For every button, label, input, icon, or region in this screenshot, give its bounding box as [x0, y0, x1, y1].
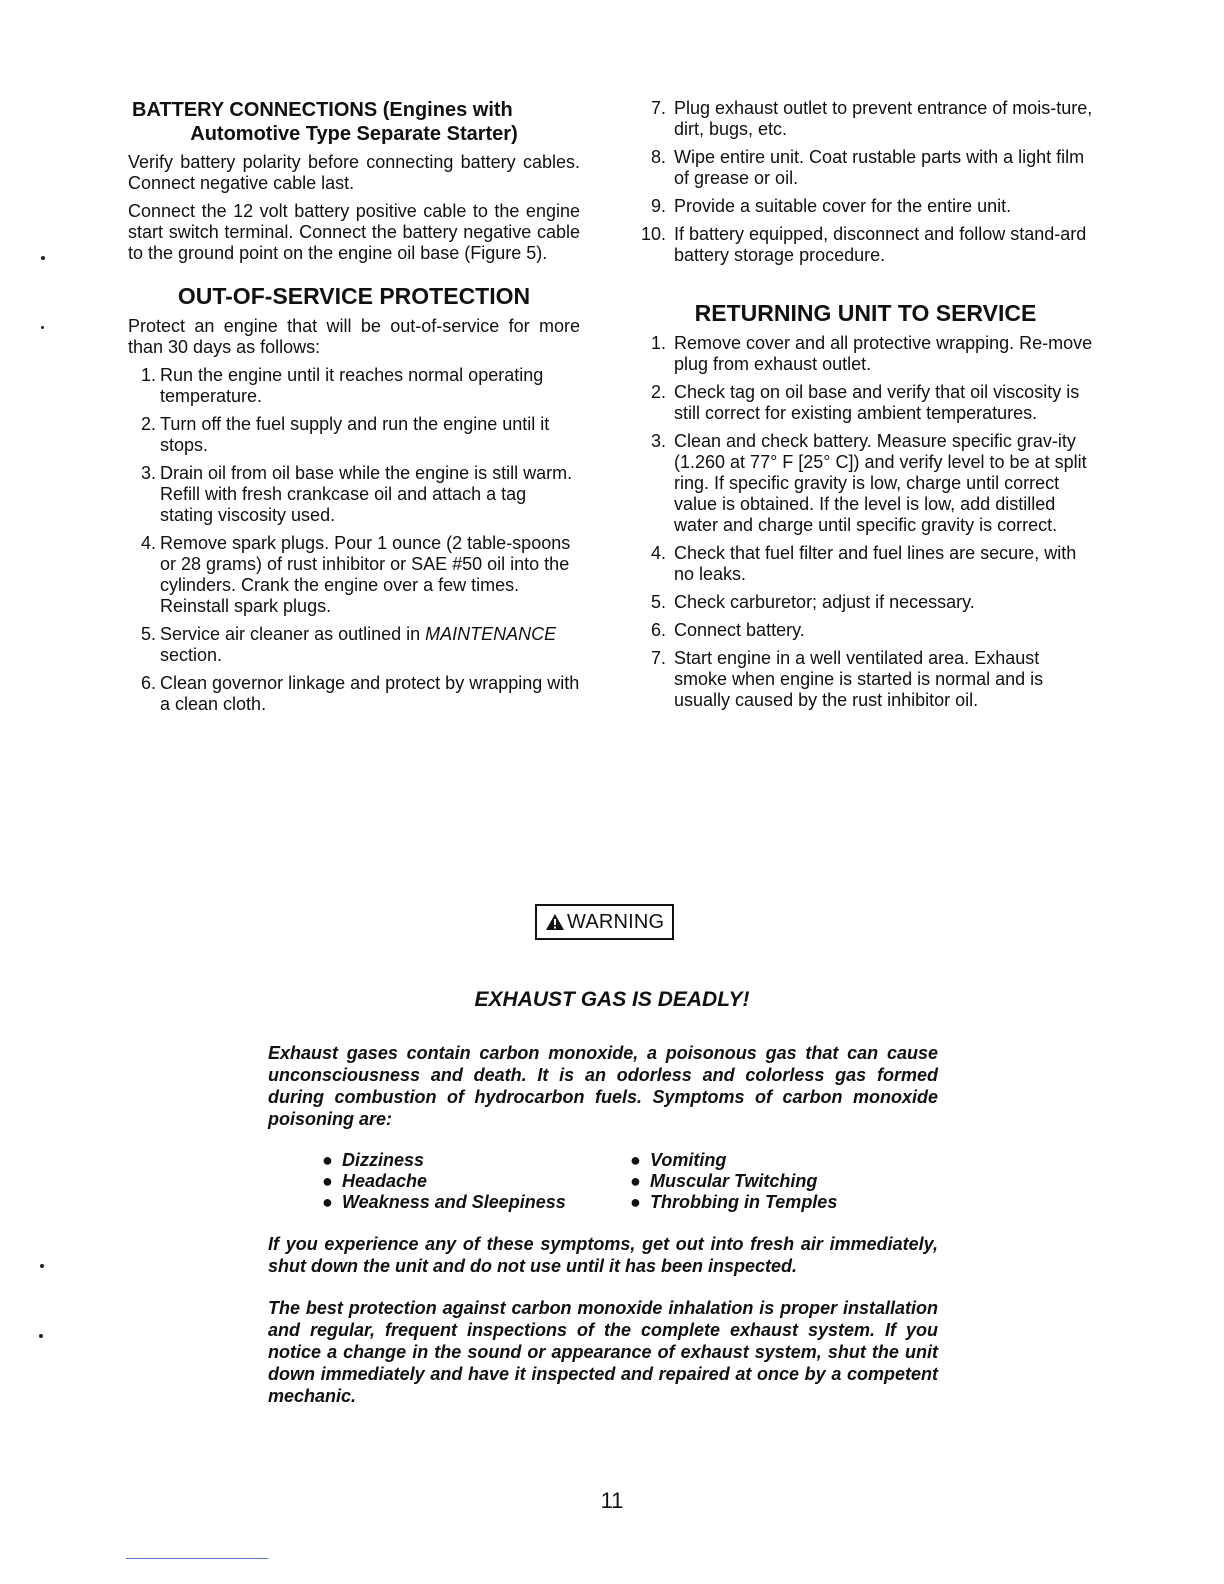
list-item: ● Dizziness [322, 1150, 425, 1170]
list-item: ● Throbbing in Temples [630, 1192, 838, 1212]
scan-speck [41, 256, 45, 260]
symptoms-list [322, 1150, 938, 1213]
list-item: 6. Connect battery. [650, 620, 805, 640]
out-of-service-steps [128, 365, 580, 715]
symptoms-left-column [322, 1150, 630, 1213]
left-column [128, 98, 580, 722]
list-item: 2. Check tag on oil base and verify that oil viscosity is still correct for existing ambient temperatures. [650, 382, 1080, 423]
list-item: 4. Remove spark plugs. Pour 1 ounce (2 table-spoons or 28 grams) of rust inhibitor or SAE #50 oil into the cylinders. Crank the engine over a few times. Reinstall spark plugs. [140, 533, 571, 616]
warning-label: WARNING [567, 911, 665, 933]
list-item: 1. Remove cover and all protective wrapping. Re-move plug from exhaust outlet. [650, 333, 1093, 374]
out-of-service-intro: Protect an engine that will be out-of-service for more than 30 days as follows: [128, 316, 580, 357]
list-item: 4. Check that fuel filter and fuel lines are secure, with no leaks. [650, 543, 1077, 584]
footer-rule [126, 1558, 268, 1559]
battery-paragraph-1: Verify battery polarity before connecting battery cables. Connect negative cable last. [128, 152, 580, 193]
list-item: 6. Clean governor linkage and protect by wrapping with a clean cloth. [140, 673, 580, 714]
list-item: 2. Turn off the fuel supply and run the engine until it stops. [140, 414, 550, 455]
list-item: 5. Service air cleaner as outlined in MAINTENANCE section. [140, 624, 557, 665]
list-item: ● Headache [322, 1171, 428, 1191]
out-of-service-title: OUT-OF-SERVICE PROTECTION [177, 283, 531, 309]
list-item: 10. If battery equipped, disconnect and follow stand-ard battery storage procedure. [640, 224, 1087, 265]
scan-speck [39, 1334, 43, 1338]
list-item: 1. Run the engine until it reaches normal operating temperature. [140, 365, 544, 406]
scan-speck [40, 1264, 44, 1268]
list-item: ● Vomiting [630, 1150, 727, 1170]
warning-body [268, 1042, 938, 1427]
list-item: 8. Wipe entire unit. Coat rustable parts with a light film of grease or oil. [650, 147, 1085, 188]
battery-heading-line1: BATTERY CONNECTIONS (Engines with [132, 99, 513, 121]
battery-paragraph-2: Connect the 12 volt battery positive cable to the engine start switch terminal. Connect the battery negative cable to the ground point on the engine oil base (Figure 5). [128, 201, 580, 263]
bullet-icon: ● [322, 1171, 333, 1191]
right-column [638, 98, 1093, 718]
exhaust-gas-title: EXHAUST GAS IS DEADLY! [474, 988, 750, 1011]
warning-paragraph-2: If you experience any of these symptoms, get out into fresh air immediately, shut down the unit and do not use until it has been inspected. [268, 1234, 938, 1276]
list-item: ● Muscular Twitching [630, 1171, 818, 1191]
warning-intro: Exhaust gases contain carbon monoxide, a poisonous gas that can cause unconsciousness and death. It is an odorless and colorless gas formed during combustion of hydrocarbon fuels. Symptoms of carbon monoxide poisoning are: [268, 1043, 938, 1129]
list-item: 5. Check carburetor; adjust if necessary. [650, 592, 975, 612]
maintenance-reference: MAINTENANCE [425, 624, 557, 644]
out-of-service-steps-continued [638, 98, 1093, 266]
warning-triangle-icon [545, 913, 565, 931]
returning-to-service-title: RETURNING UNIT TO SERVICE [694, 300, 1037, 326]
battery-heading-line2: Automotive Type Separate Starter) [190, 123, 518, 145]
bullet-icon: ● [630, 1150, 641, 1170]
page-number: 11 [600, 1488, 624, 1513]
bullet-icon: ● [630, 1192, 641, 1212]
warning-paragraph-3: The best protection against carbon monoxide inhalation is proper installation and regular, frequent inspections of the complete exhaust system. If you notice a change in the sound or appearance of exhaust system, shut the unit down immediately and have it inspected and repaired at once by a competent mechanic. [268, 1298, 938, 1406]
returning-steps [638, 333, 1093, 711]
list-item: ● Weakness and Sleepiness [322, 1192, 566, 1212]
list-item: 3. Drain oil from oil base while the engine is still warm. Refill with fresh crankcase oil and attach a tag stating viscosity used. [140, 463, 573, 525]
list-item: 3. Clean and check battery. Measure specific grav-ity (1.260 at 77° F [25° C]) and verify level to be at split ring. If specific gravity is low, charge until correct value is obtained. If the level is low, add distilled water and charge until specific gravity is correct. [650, 431, 1087, 535]
list-item: 7. Plug exhaust outlet to prevent entrance of mois-ture, dirt, bugs, etc. [650, 98, 1093, 139]
bullet-icon: ● [630, 1171, 641, 1191]
list-item: 7. Start engine in a well ventilated area. Exhaust smoke when engine is started is normal and is usually caused by the rust inhibitor oil. [650, 648, 1044, 710]
bullet-icon: ● [322, 1150, 333, 1170]
symptoms-right-column [630, 1150, 938, 1213]
list-item: 9. Provide a suitable cover for the entire unit. [650, 196, 1012, 216]
scan-speck [41, 326, 44, 329]
battery-connections-heading [128, 98, 580, 146]
bullet-icon: ● [322, 1192, 333, 1212]
warning-badge [535, 904, 674, 940]
